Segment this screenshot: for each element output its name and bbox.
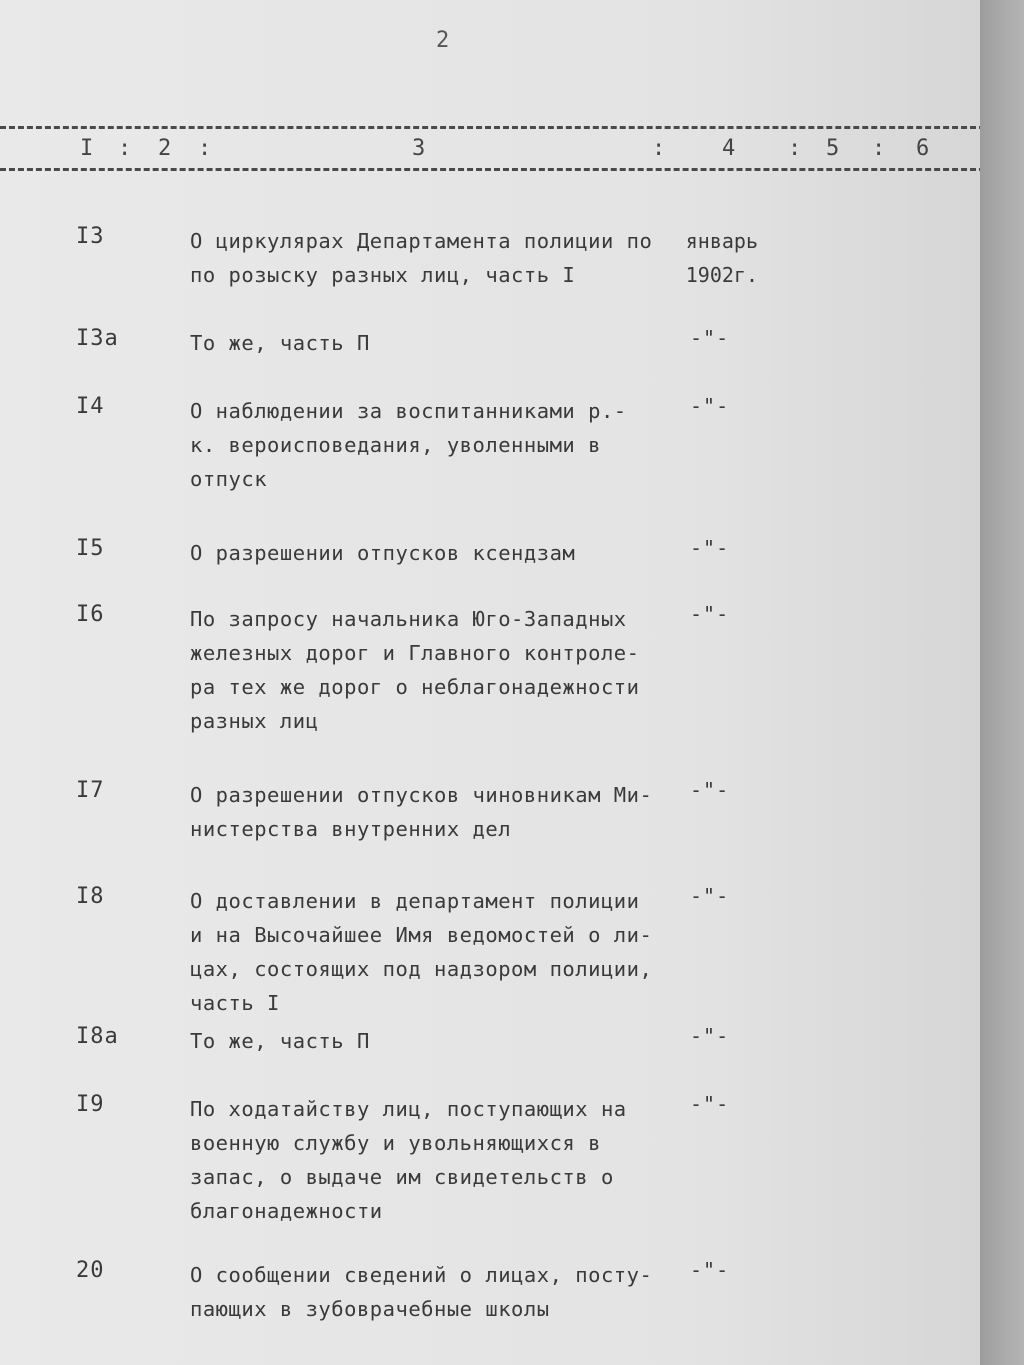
header-rule-top xyxy=(0,126,985,129)
ditto-mark: -"- xyxy=(690,536,730,560)
item-number: 20 xyxy=(76,1258,105,1283)
ditto-mark: -"- xyxy=(690,326,730,350)
item-title: То же, часть П xyxy=(190,1029,370,1053)
col-header-sep-2: : xyxy=(198,136,212,161)
header-rule-bottom xyxy=(0,168,985,171)
item-title: О наблюдении за воспитанниками р.- к. вероисповедания, уволенными в отпуск xyxy=(190,399,627,491)
item-title: То же, часть П xyxy=(190,331,370,355)
col-header-2: 2 xyxy=(158,136,172,161)
item-title: О разрешении отпусков ксендзам xyxy=(190,541,576,565)
ditto-mark: -"- xyxy=(690,602,730,626)
item-title: О разрешении отпусков чиновникам Ми- нистерства внутренних дел xyxy=(190,783,653,841)
page-edge-shadow xyxy=(980,0,1024,1365)
page-number: 2 xyxy=(436,28,450,53)
ditto-mark: -"- xyxy=(690,1024,730,1048)
item-title: О сообщении сведений о лицах, посту- пающих в зубоврачебные школы xyxy=(190,1263,653,1321)
item-number: I6 xyxy=(76,602,105,627)
item-title: О циркулярах Департамента полиции по по розыску разных лиц, часть I xyxy=(190,229,653,287)
col-header-4: 4 xyxy=(722,136,736,161)
col-header-6: 6 xyxy=(916,136,930,161)
item-number: I4 xyxy=(76,394,105,419)
item-number: I8 xyxy=(76,884,105,909)
col-header-sep-4: : xyxy=(788,136,802,161)
ditto-mark: -"- xyxy=(690,1258,730,1282)
item-title: По запросу начальника Юго-Западных железных дорог и Главного контроле- ра тех же дорог о неблагонадежности разных лиц xyxy=(190,607,640,733)
col-header-sep-5: : xyxy=(872,136,886,161)
col-header-3: 3 xyxy=(412,136,426,161)
item-number: I8а xyxy=(76,1024,119,1049)
ditto-mark: -"- xyxy=(690,394,730,418)
ditto-mark: -"- xyxy=(690,778,730,802)
col-header-1: I xyxy=(80,136,94,161)
item-number: I9 xyxy=(76,1092,105,1117)
ditto-mark: -"- xyxy=(690,884,730,908)
item-number: I7 xyxy=(76,778,105,803)
item-title: О доставлении в департамент полиции и на Высочайшее Имя ведомостей о ли- цах, состоящих под надзором полиции, часть I xyxy=(190,889,653,1015)
item-date: январь 1902г. xyxy=(685,229,758,287)
ditto-mark: -"- xyxy=(690,1092,730,1116)
item-title: По ходатайству лиц, поступающих на военную службу и увольняющихся в запас, о выдаче им свидетельств о благонадежности xyxy=(190,1097,627,1223)
item-number: I5 xyxy=(76,536,105,561)
item-number: I3а xyxy=(76,326,119,351)
item-number: I3 xyxy=(76,224,105,249)
col-header-5: 5 xyxy=(826,136,840,161)
col-header-sep-3: : xyxy=(652,136,666,161)
col-header-sep-1: : xyxy=(118,136,132,161)
